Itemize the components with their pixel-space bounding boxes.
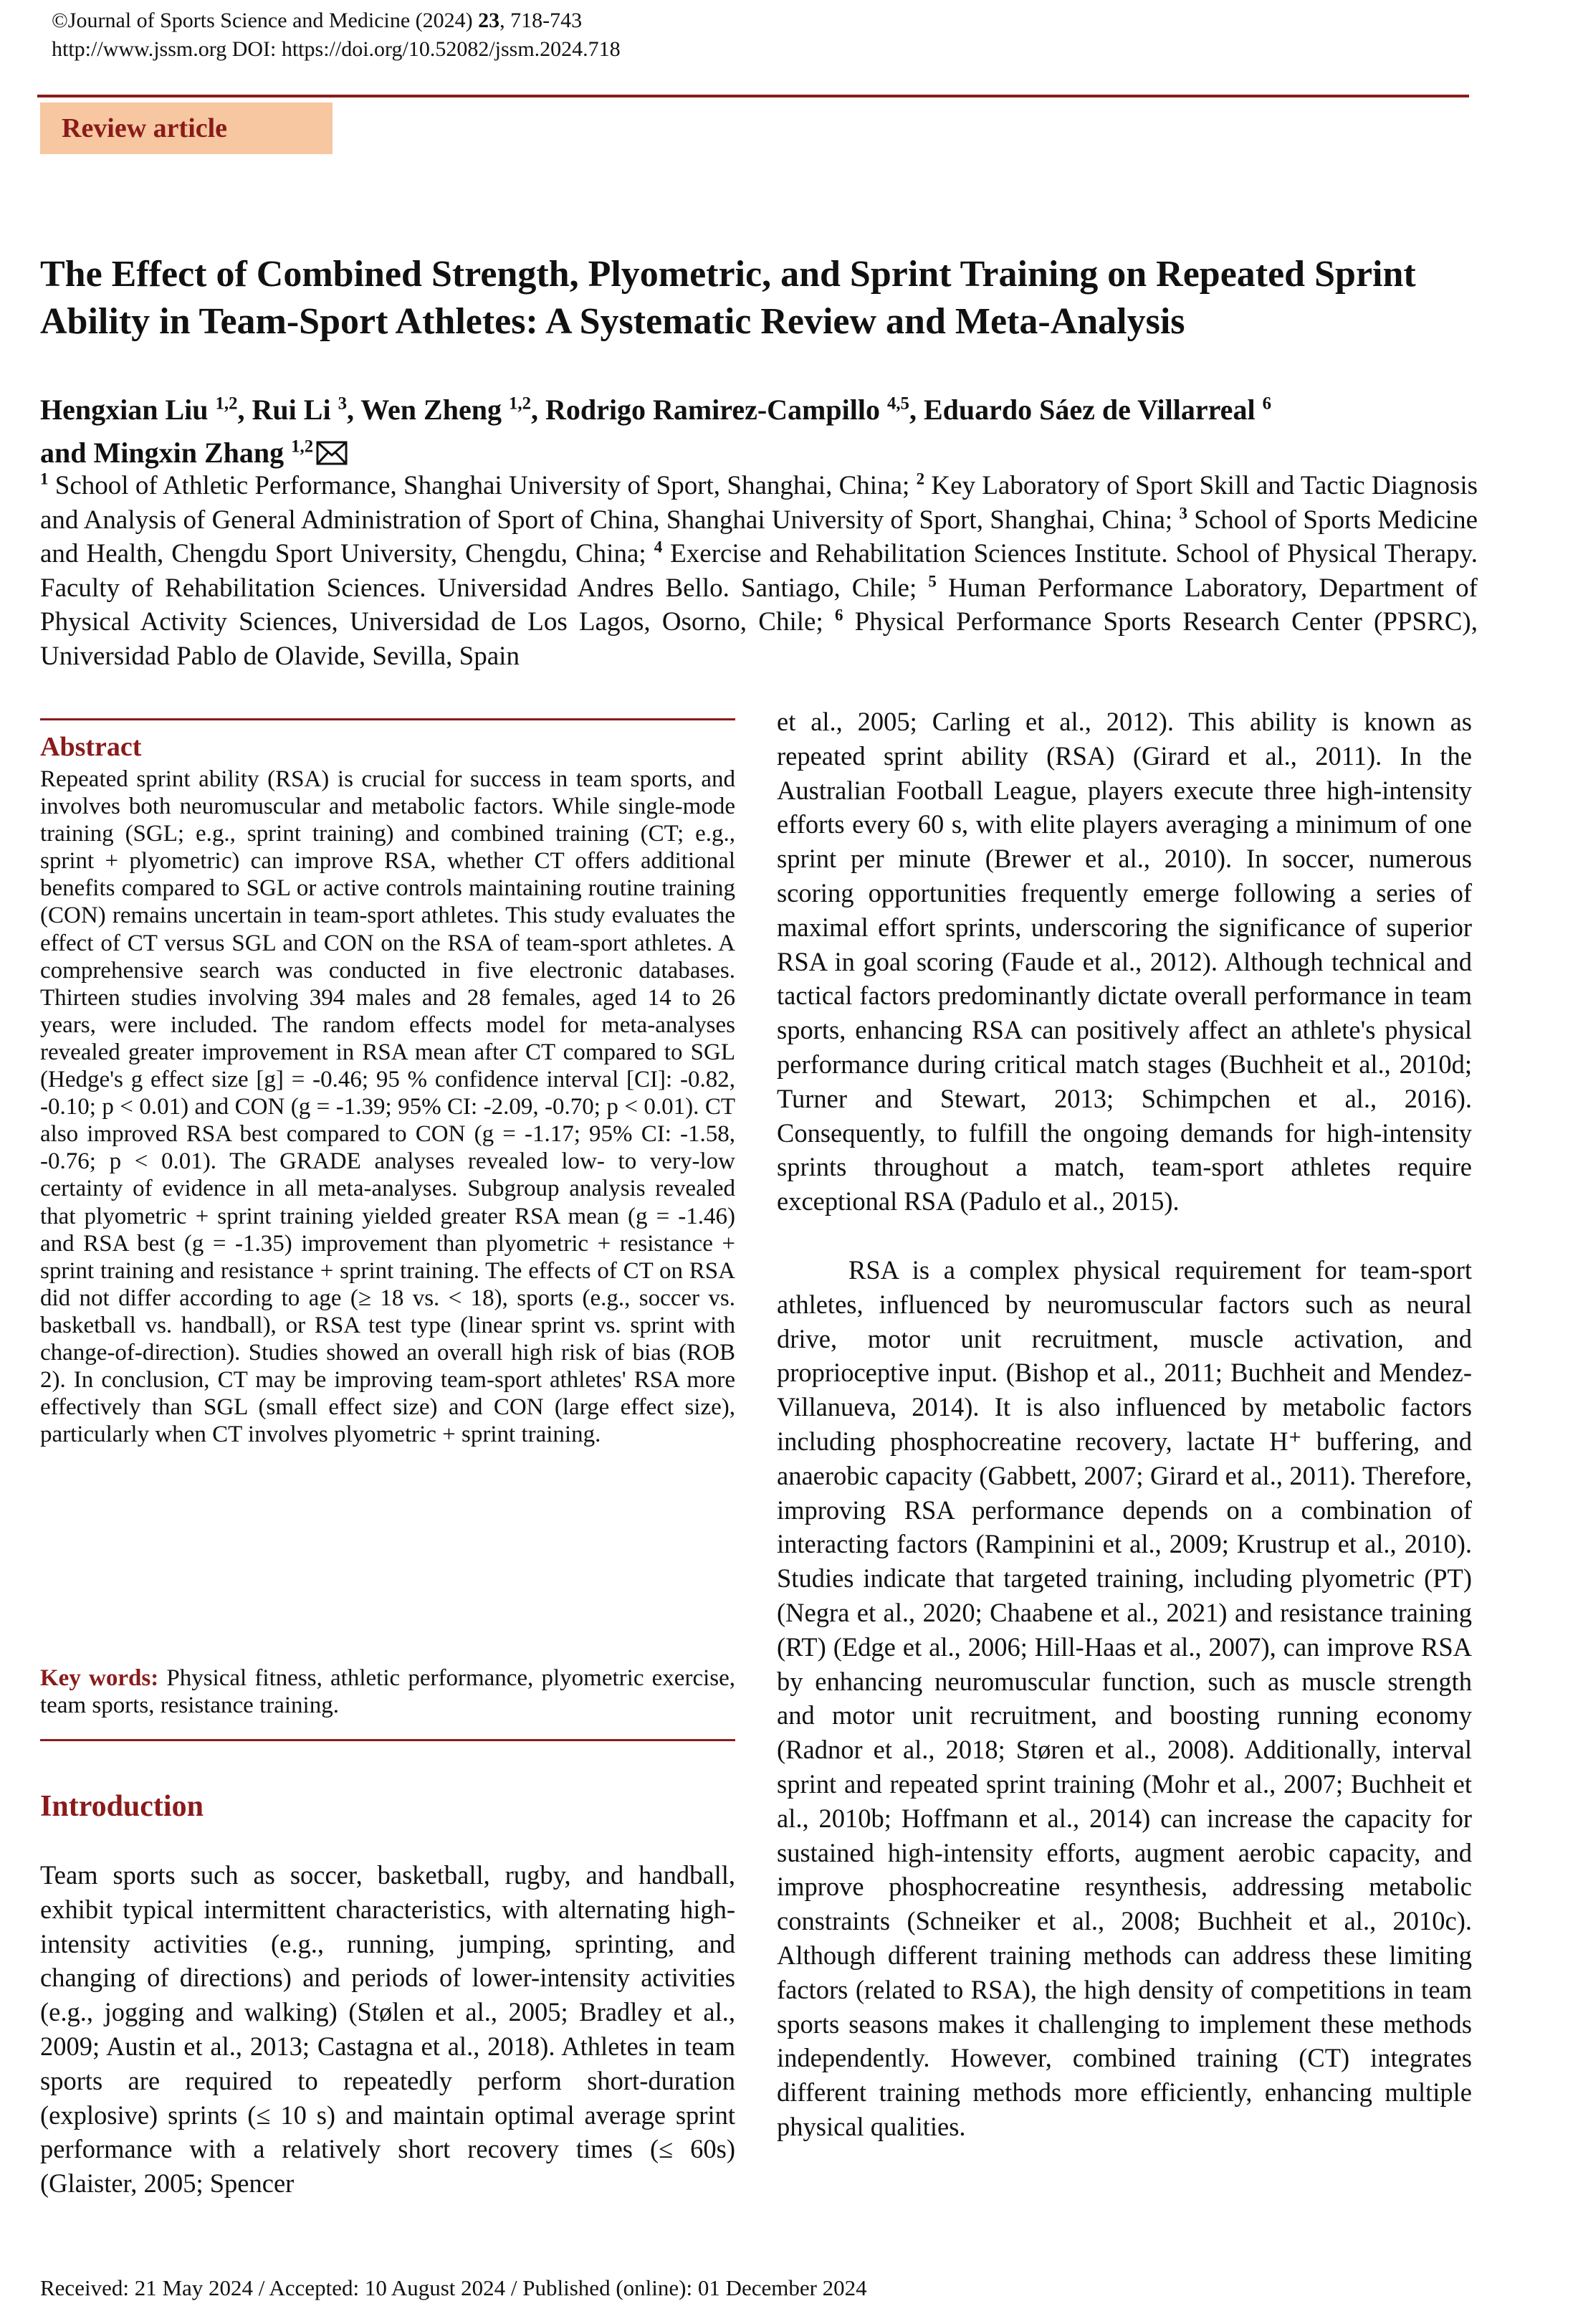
- author-name: Rodrigo Ramirez-Campillo: [545, 394, 880, 426]
- affiliations: $^1$ School of Athletic Performance, Shanghai University of Sport, Shanghai, China; $^2$ Key Laboratory of Sport Skill and Tactic Diagnosis and Analysis of General Administration of Sport of China, Shanghai University of Sport, Shanghai, China; $^3$ School of Sports Medicine and Health, Chengdu Sport University, Chengdu, China; $^4$ Exercise and Rehabilitation Sciences Institute. School of Physical Therapy. Faculty of Rehabilitation Sciences. Universidad Andres Bello. Santiago, Chile; $^5$ Human Performance Laboratory, Department of Physical Activity Sciences, Universidad de Los Lagos, Osorno, Chile; $^6$ Physical Performance Sports Research Center (PPSRC), Universidad Pablo de Olavide, Sevilla, Spain: [40, 470, 1478, 671]
- journal-citation: ©Journal of Sports Science and Medicine (2024) 23, 718-743: [52, 9, 583, 32]
- article-title: The Effect of Combined Strength, Plyometric, and Sprint Training on Repeated Sprint Ability in Team-Sport Athletes: A Systematic Review and Meta-Analysis: [40, 254, 1416, 342]
- abstract-text: Repeated sprint ability (RSA) is crucial for success in team sports, and involves both neuromuscular and metabolic factors. While single-mode training (SGL; e.g., sprint training) and combined training (CT; e.g., sprint + plyometric) can improve RSA, whether CT offers additional benefits compared to SGL or active controls maintaining routine training (CON) remains uncertain in team-sport athletes. This study evaluates the effect of CT versus SGL and CON on the RSA of team-sport athletes. A comprehensive search was conducted in five electronic databases. Thirteen studies involving 394 males and 28 females, aged 14 to 26 years, were included. The random effects model for meta-analyses revealed greater improvement in RSA mean after CT compared to SGL (Hedge's g effect size [g] = -0.46; 95 % confidence interval [CI]: -0.82, -0.10; p < 0.01) and CON (g = -1.39; 95% CI: -2.09, -0.70; p < 0.01). CT also improved RSA best compared to CON (g = -1.17; 95% CI: -1.58, -0.76; p < 0.01). The GRADE analyses revealed low- to very-low certainty of evidence in all meta-analyses. Subgroup analysis revealed that plyometric + sprint training yielded greater RSA mean (g = -1.46) and RSA best (g = -1.35) improvement than plyometric + resistance + sprint training and resistance + sprint training. The effects of CT on RSA did not differ according to age (≥ 18 vs. < 18), sports (e.g., soccer vs. basketball vs. handball), or RSA test type (linear sprint vs. sprint with change-of-direction). Studies showed an overall high risk of bias (ROB 2). In conclusion, CT may be improving team-sport athletes' RSA more effectively than SGL (small effect size) and CON (large effect size), particularly when CT involves plyometric + sprint training.: [40, 766, 735, 1448]
- journal-doi: http://www.jssm.org DOI: https://doi.org/10.52082/jssm.2024.718: [52, 37, 621, 61]
- author-list: Hengxian Liu $^{1,2}$, Rui Li $^3$, Wen Zheng $^{1,2}$, Rodrigo Ramirez-Campillo $^{4,5}$, Eduardo Sáez de Villarreal $^6$ and Mingxin Zhang $^{1,2}$: [40, 394, 1271, 469]
- article-type-badge: Review article: [40, 103, 333, 154]
- abstract-top-rule: [40, 718, 735, 720]
- author-name: Hengxian Liu: [40, 394, 209, 426]
- author-name: Wen Zheng: [360, 394, 502, 426]
- envelope-icon[interactable]: [316, 434, 348, 459]
- intro-paragraph-1-right: et al., 2005; Carling et al., 2012). This ability is known as repeated sprint ability (RSA) (Girard et al., 2011). In the Australian Football League, players execute three high-intensity efforts every 60 s, with elite players averaging a minimum of one sprint per minute (Brewer et al., 2010). In soccer, numerous scoring opportunities frequently emerge following a series of maximal effort sprints, underscoring the significance of superior RSA in goal scoring (Faude et al., 2012). Although technical and tactical factors predominantly dictate overall performance in team sports, enhancing RSA can positively affect an athlete's physical performance during critical match stages (Buchheit et al., 2010d; Turner and Stewart, 2013; Schimpchen et al., 2016). Consequently, to fulfill the ongoing demands for high-intensity sprints throughout a match, team-sport athletes require exceptional RSA (Padulo et al., 2015).: [777, 707, 1472, 1216]
- intro-paragraph-1-left: Team sports such as soccer, basketball, rugby, and handball, exhibit typical intermittent characteristics, with alternating high-intensity activities (e.g., running, jumping, sprinting, and changing of directions) and periods of lower-intensity activities (e.g., jogging and walking) (Stølen et al., 2005; Bradley et al., 2009; Austin et al., 2013; Castagna et al., 2018). Athletes in team sports are required to repeatedly perform short-duration (explosive) sprints (≤ 10 s) and maintain optimal average sprint performance with a relatively short recovery times (≤ 60s) (Glaister, 2005; Spencer: [40, 1860, 735, 2199]
- abstract-heading: Abstract: [40, 732, 142, 762]
- introduction-heading: Introduction: [40, 1790, 204, 1823]
- author-name: Rui Li: [252, 394, 331, 426]
- abstract-bottom-rule: [40, 1739, 735, 1741]
- author-name: Eduardo Sáez de Villarreal: [923, 394, 1256, 426]
- publication-dates: Received: 21 May 2024 / Accepted: 10 August 2024 / Published (online): 01 December 2024: [40, 2275, 867, 2300]
- header-rule: [37, 95, 1469, 97]
- intro-paragraph-2: RSA is a complex physical requirement for team-sport athletes, influenced by neuromuscular factors such as neural drive, motor unit recruitment, muscle activation, and proprioceptive input. (Bishop et al., 2011; Buchheit and Mendez-Villanueva, 2014). It is also influenced by metabolic factors including phosphocreatine recovery, lactate H⁺ buffering, and anaerobic capacity (Gabbett, 2007; Girard et al., 2011). Therefore, improving RSA performance depends on a combination of interacting factors (Rampinini et al., 2009; Krustrup et al., 2010). Studies indicate that targeted training, including plyometric (PT) (Negra et al., 2020; Chaabene et al., 2021) and resistance training (RT) (Edge et al., 2006; Hill-Haas et al., 2007), can improve RSA by enhancing neuromuscular function, such as muscle strength and motor unit recruitment, and boosting running economy (Radnor et al., 2018; Støren et al., 2008). Additionally, interval sprint and repeated sprint training (Mohr et al., 2007; Buchheit et al., 2010b; Hoffmann et al., 2014) can increase the capacity for sustained high-intensity efforts, augment aerobic capacity, and improve phosphocreatine resynthesis, addressing metabolic constraints (Schneiker et al., 2008; Buchheit et al., 2010c). Although different training methods can address these limiting factors (related to RSA), the high density of competitions in team sports seasons makes it challenging to implement these methods independently. However, combined training (CT) integrates different training methods more efficiently, enhancing multiple physical qualities.: [777, 1255, 1472, 2141]
- keywords: Key words: Physical fitness, athletic performance, plyometric exercise, team sports, resistance training.: [40, 1665, 735, 1718]
- author-name: Mingxin Zhang: [93, 437, 284, 469]
